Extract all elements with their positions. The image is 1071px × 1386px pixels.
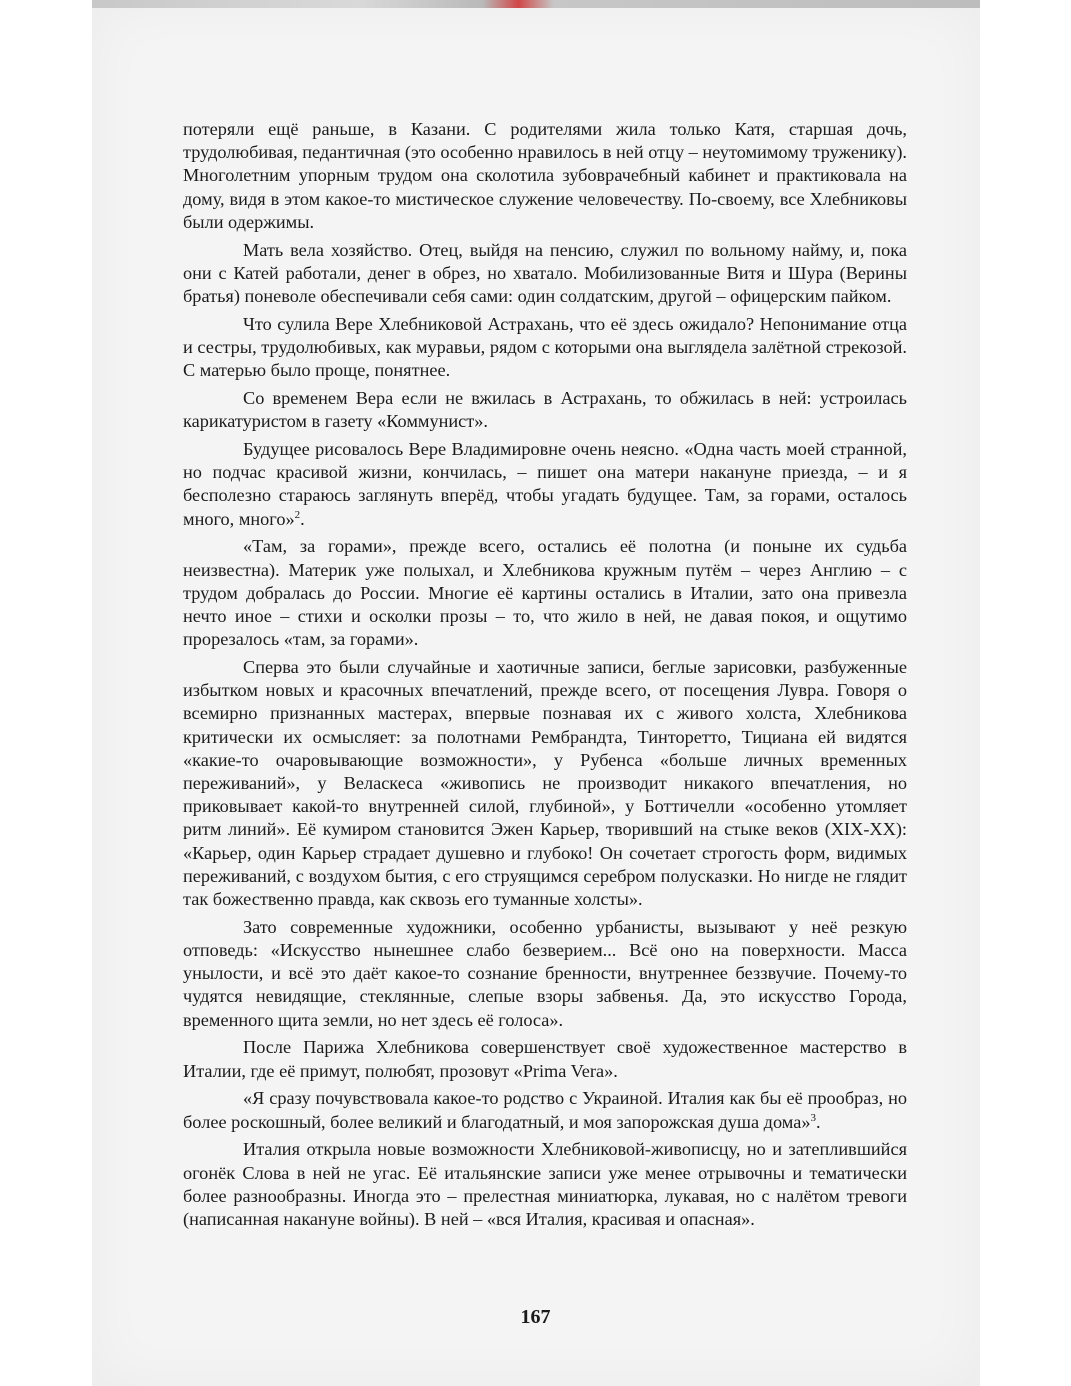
footnote-ref-3: 3	[810, 1111, 816, 1124]
paragraph-10: «Я сразу почувствовала какое-то родство с Украиной. Италия как бы её прообраз, но более роскошный, более великий и благодатный, и моя запорожская душа дома»$^3$.	[183, 1088, 907, 1132]
paragraph-3: Что сулила Вере Хлебниковой Астрахань, что её здесь ожидало? Непонимание отца и сестры, трудолюбивых, как муравьи, рядом с которыми она выглядела залётной стрекозой. С матерью было проще, понятнее.	[183, 313, 907, 381]
page-top-edge	[92, 0, 980, 8]
footnote-ref-2: 2	[294, 508, 301, 521]
paragraph-1: потеряли ещё раньше, в Казани. С родителями жила только Катя, старшая дочь, трудолюбивая, педантичная (это особенно нравилось в ней отцу – неутомимому труженику). Многолетним упорным трудом она сколотила зубоврачебный кабинет и практиковала на дому, видя в этом какое-то мистическое служение человечеству. По-своему, все Хлебниковы были одержимы.	[183, 119, 907, 232]
page-body	[183, 118, 907, 1236]
paragraph-2: Мать вела хозяйство. Отец, выйдя на пенсию, служил по вольному найму, и, пока они с Катей работали, денег в обрез, но хватало. Мобилизованные Витя и Шура (Верины братья) поневоле обеспечивали себя сами: один солдатским, другой – офицерским пайком.	[183, 239, 907, 307]
paragraph-8: Зато современные художники, особенно урбанисты, вызывают у неё резкую отповедь: «Искусство нынешнее слабо безверием... Всё оно на поверхности. Масса унылости, и всё это даёт какое-то сознание бренности, внутреннее беззвучие. Почему-то чудятся невидящие, стеклянные, слепые взоры забвенья. Да, это искусство Города, временного щита земли, но нет здесь её голоса».	[183, 916, 907, 1030]
paragraph-7: Сперва это были случайные и хаотичные записи, беглые зарисовки, разбуженные избытком новых и красочных впечатлений, прежде всего, от посещения Лувра. Говоря о всемирно признанных мастерах, впервые познавая их с живого холста, Хлебникова критически их осмысляет: за полотнами Рембрандта, Тинторетто, Тициана ей видятся «какие-то очаровывающие возможности», у Рубенса «больше личных временных переживаний», у Веласкеса «живопись не производит никакого впечатления, но приковывает какой-то внутренней силой, глубиной», у Боттичелли «особенно утомляет ритм линий». Её кумиром становится Эжен Карьер, творивший на стыке веков (XIX-XX): «Карьер, один Карьер страдает душевно и глубоко! Он сочетает строгость форм, видимых переживаний, с воздухом бытия, с его струящимся серебром полусказки. Но нигде не глядит так божественно правда, как сквозь его туманные холсты».	[183, 657, 907, 910]
paragraph-11: Италия открыла новые возможности Хлебниковой-живописцу, но и затеплившийся огонёк Слова в ней не угас. Её итальянские записи уже менее отрывочны и тематически более разнообразны. Иногда это – прелестная миниатюрка, лукавая, но с налётом тревоги (написанная накануне войны). В ней – «вся Италия, красивая и опасная».	[183, 1139, 907, 1230]
page-number: 167	[520, 1306, 551, 1328]
paragraph-4: Со временем Вера если не вжилась в Астрахань, то обжилась в ней: устроилась карикатуристом в газету «Коммунист».	[183, 388, 907, 432]
paragraph-9: После Парижа Хлебникова совершенствует своё художественное мастерство в Италии, где её примут, полюбят, прозовут «Prima Vera».	[183, 1037, 907, 1081]
paragraph-5: Будущее рисовалось Вере Владимировне очень неясно. «Одна часть моей странной, но подчас красивой жизни, кончилась, – пишет она матери накануне приезда, – и я бесполезно стараюсь заглянуть вперёд, чтобы угадать будущее. Там, за горами, осталось много, много»$^2$.	[183, 439, 907, 529]
paragraph-6: «Там, за горами», прежде всего, остались её полотна (и поныне их судьба неизвестна). Материк уже полыхал, и Хлебникова кружным путём – через Англию – с трудом добралась до России. Многие её картины остались в Италии, зато она привезла нечто иное – стихи и осколки прозы – то, что жило в ней, не давая покоя, и ощутимо прорезалось «там, за горами».	[183, 536, 907, 650]
